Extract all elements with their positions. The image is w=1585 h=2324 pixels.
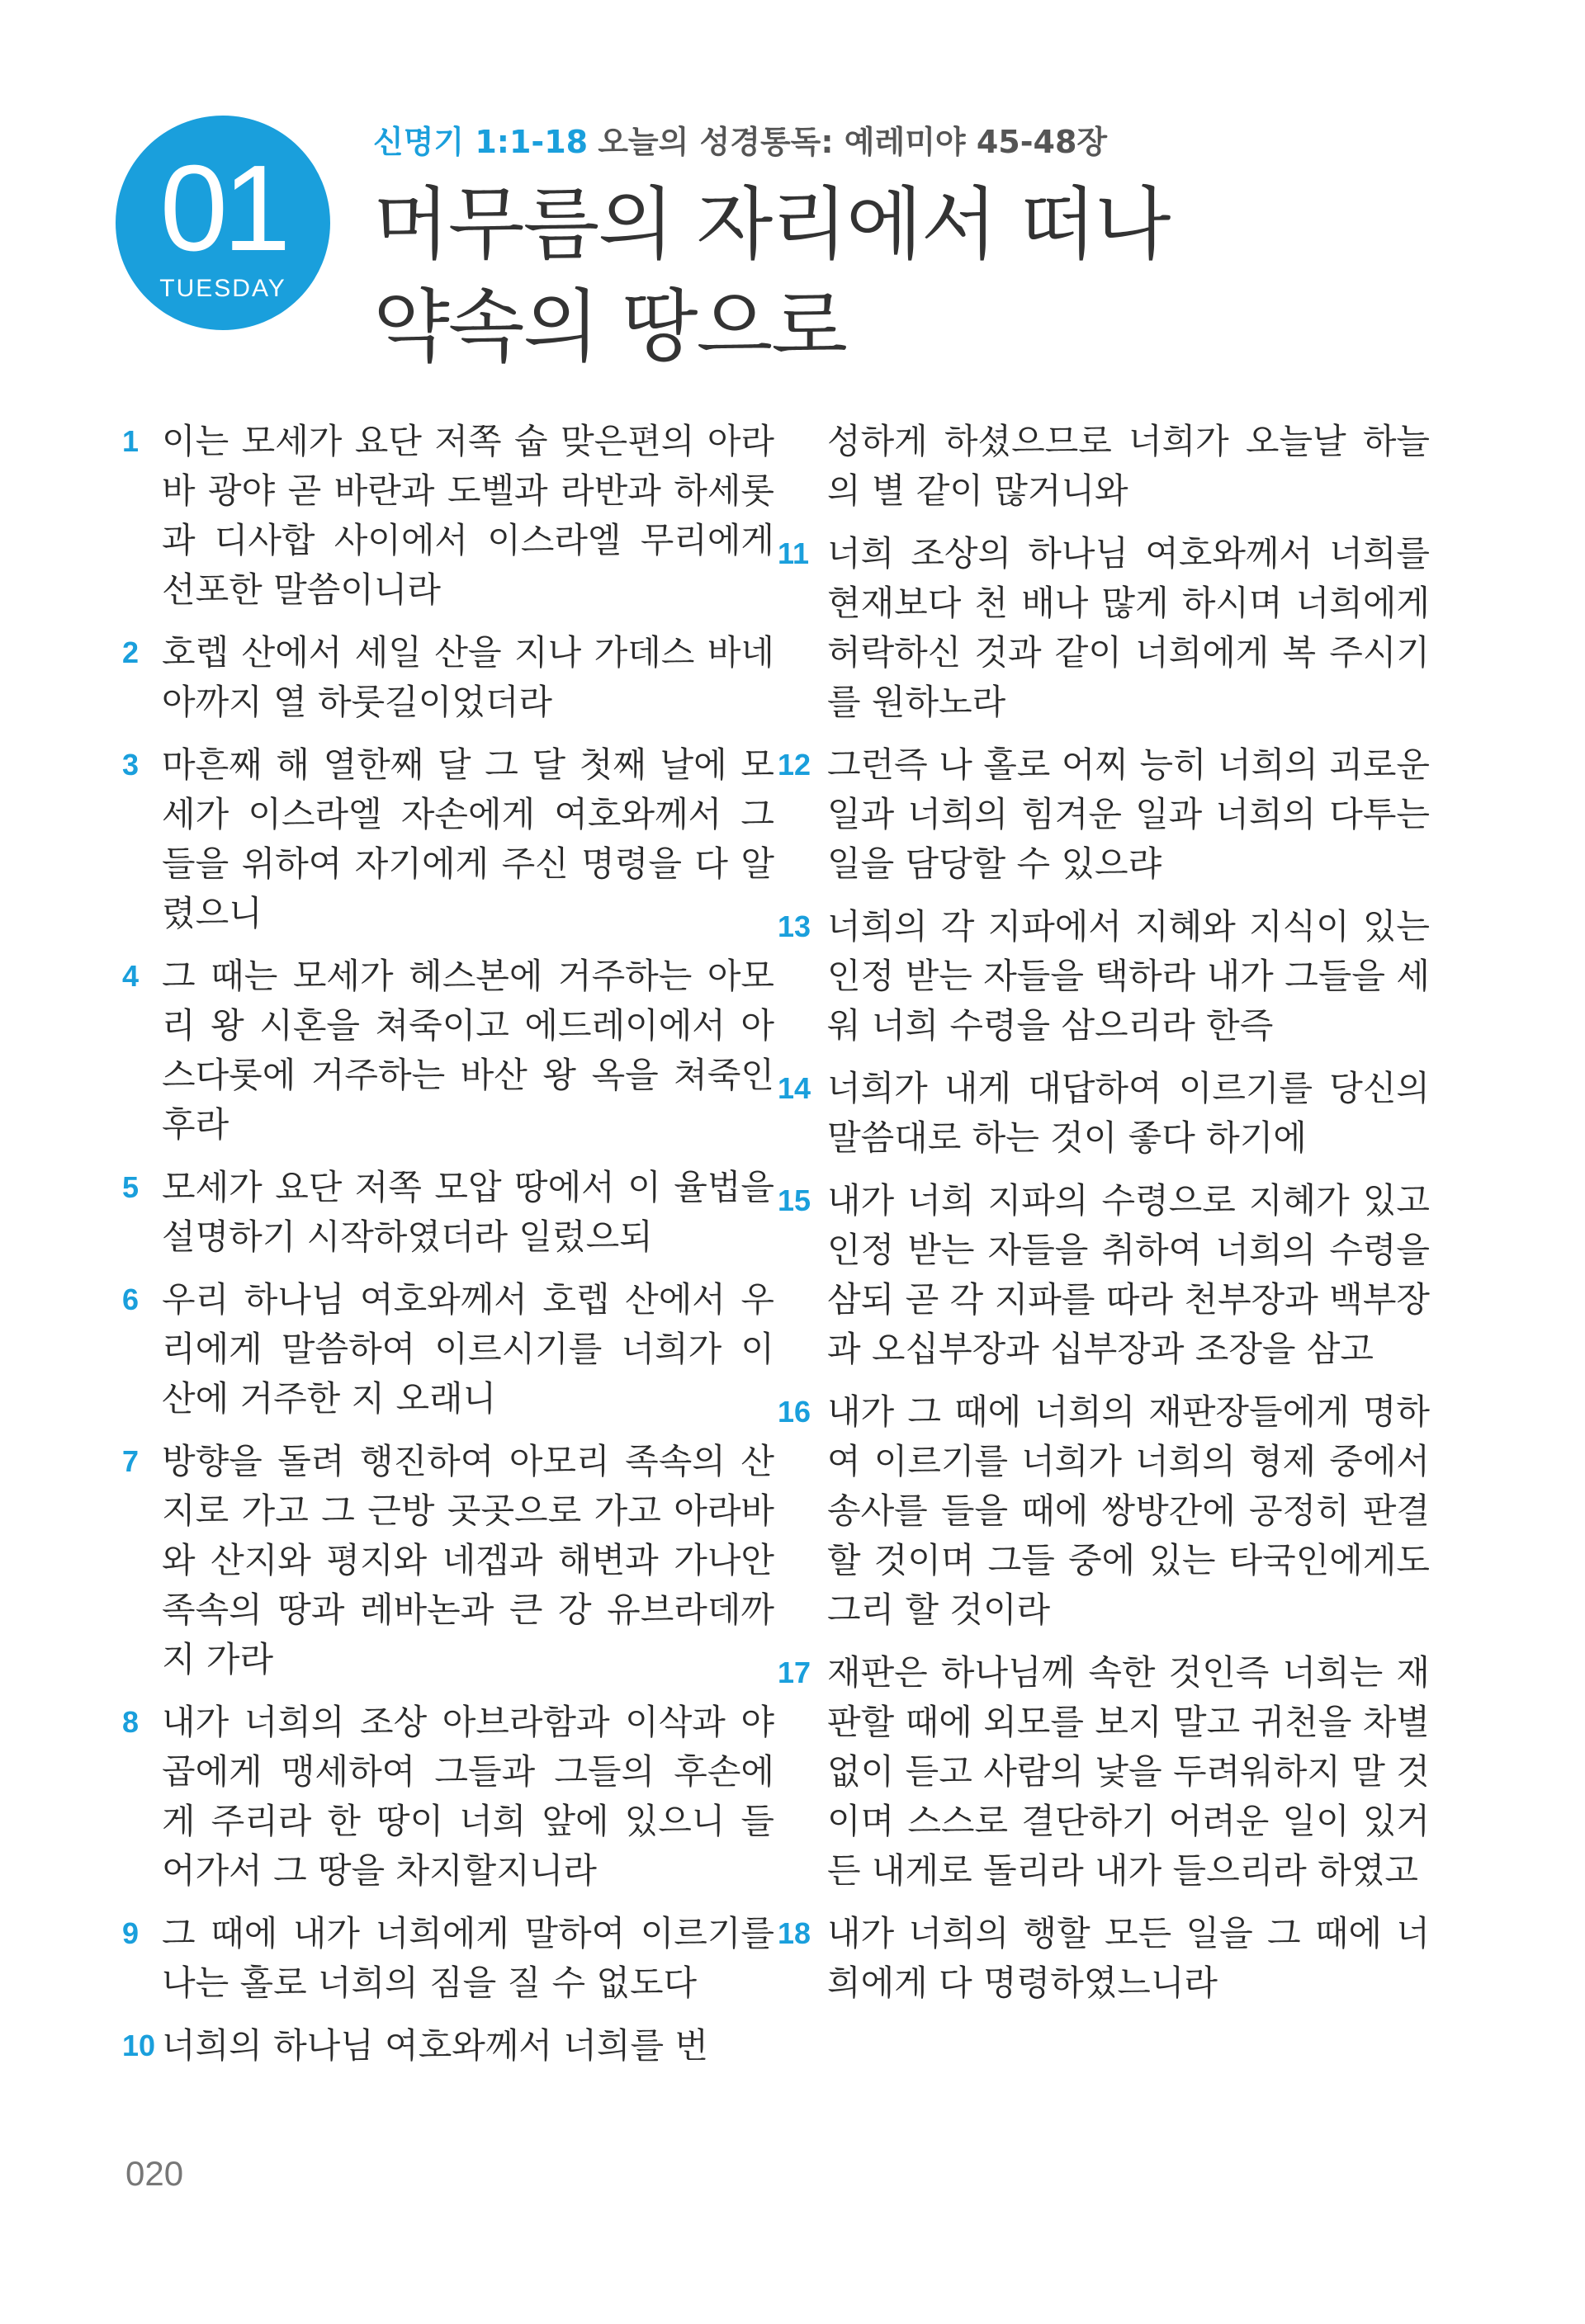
verse-text: 내가 너희의 행할 모든 일을 그 때에 너희에게 다 명령하였느니라 (827, 1913, 1430, 2003)
verse (122, 1275, 774, 1424)
verse-number: 11 (778, 536, 810, 570)
verse (122, 1163, 774, 1262)
verse-number: 14 (778, 1071, 811, 1105)
verse (122, 1437, 774, 1684)
verse-text: 그 때는 모세가 헤스본에 거주하는 아모리 왕 시혼을 쳐죽이고 에드레이에서 아스다롯에 거주하는 바산 왕 옥을 쳐죽인 후라 (162, 956, 774, 1145)
verse-text: 내가 너희 지파의 수령으로 지혜가 있고 인정 받는 자들을 취하여 너희의 수령을 삼되 곧 각 지파를 따라 천부장과 백부장과 오십부장과 십부장과 조장을 삼고 (827, 1180, 1430, 1369)
verse-number: 3 (122, 748, 140, 782)
title-line-1: 머무름의 자리에서 떠나 (373, 177, 1170, 271)
verse-number: 10 (122, 2029, 156, 2062)
verse (778, 902, 1430, 1051)
verse (122, 417, 774, 615)
page-title (373, 173, 1496, 378)
verse-text: 재판은 하나님께 속한 것인즉 너희는 재판할 때에 외모를 보지 말고 귀천을 차별 없이 듣고 사람의 낯을 두려워하지 말 것이며 스스로 결단하기 어려운 일이 있거든 내게로 돌리라 내가 들으리라 하였고 (827, 1652, 1430, 1891)
scripture-reference (373, 124, 1496, 162)
day-badge (116, 116, 330, 330)
verse-text: 이는 모세가 요단 저쪽 숩 맞은편의 아라바 광야 곧 바란과 도벨과 라반과 하세롯과 디사합 사이에서 이스라엘 무리에게 선포한 말씀이니라 (162, 421, 774, 610)
verse-text: 모세가 요단 저쪽 모압 땅에서 이 율법을 설명하기 시작하였더라 일렀으되 (162, 1167, 774, 1257)
reading-plan: 오늘의 성경통독: 예레미야 45-48장 (598, 124, 1108, 160)
verse-text: 너희의 하나님 여호와께서 너희를 번 (162, 2025, 708, 2066)
verse (122, 952, 774, 1150)
verse (122, 1698, 774, 1896)
verse (122, 628, 774, 727)
verse-text: 방향을 돌려 행진하여 아모리 족속의 산지로 가고 그 근방 곳곳으로 가고 아라바와 산지와 평지와 네겝과 해변과 가나안 족속의 땅과 레바논과 큰 강 유브라데까지 가라 (162, 1441, 774, 1679)
verse-number: 8 (122, 1705, 140, 1739)
verse (778, 1387, 1430, 1635)
verse-text: 너희의 각 지파에서 지혜와 지식이 있는 인정 받는 자들을 택하라 내가 그들을 세워 너희 수령을 삼으리라 한즉 (827, 906, 1430, 1046)
verse-number: 12 (778, 748, 811, 782)
verse (122, 740, 774, 938)
verse-number: 16 (778, 1395, 811, 1429)
verse-text: 너희가 내게 대답하여 이르기를 당신의 말씀대로 하는 것이 좋다 하기에 (827, 1068, 1430, 1158)
verse-number: 6 (122, 1282, 140, 1316)
verse-number: 4 (122, 959, 140, 993)
verse-text: 우리 하나님 여호와께서 호렙 산에서 우리에게 말씀하여 이르시기를 너희가 이 산에 거주한 지 오래니 (162, 1279, 774, 1419)
verse-number: 1 (122, 424, 140, 458)
verse-text: 내가 너희의 조상 아브라함과 이삭과 야곱에게 맹세하여 그들과 그들의 후손에게 주리라 한 땅이 너희 앞에 있으니 들어가서 그 땅을 차지할지니라 (162, 1702, 774, 1891)
verse (122, 1909, 774, 2008)
verse-text: 호렙 산에서 세일 산을 지나 가데스 바네아까지 열 하룻길이었더라 (162, 632, 774, 722)
page-header (373, 124, 1496, 378)
left-column (122, 417, 774, 2084)
day-number: 01 (159, 140, 286, 276)
verse (778, 1064, 1430, 1163)
verse (122, 2021, 774, 2071)
title-line-2: 약속의 땅으로 (373, 280, 846, 373)
verse-text: 내가 그 때에 너희의 재판장들에게 명하여 이르기를 너희가 너희의 형제 중에서 송사를 들을 때에 쌍방간에 공정히 판결할 것이며 그들 중에 있는 타국인에게도 그리 할 것이라 (827, 1391, 1430, 1630)
verse-number: 18 (778, 1916, 811, 1950)
passage-reference: 신명기 1:1-18 (373, 124, 589, 160)
verse-number: 13 (778, 909, 811, 943)
verse-text: 마흔째 해 열한째 달 그 달 첫째 날에 모세가 이스라엘 자손에게 여호와께서 그들을 위하여 자기에게 주신 명령을 다 알렸으니 (162, 744, 774, 933)
verse-text: 그런즉 나 홀로 어찌 능히 너희의 괴로운 일과 너희의 힘겨운 일과 너희의 다투는 일을 담당할 수 있으랴 (827, 744, 1430, 884)
verse-number: 7 (122, 1444, 140, 1478)
verse (778, 529, 1430, 727)
verse (778, 1176, 1430, 1374)
right-column (778, 417, 1430, 2021)
verse-number: 17 (778, 1656, 811, 1689)
weekday-label: TUESDAY (159, 275, 286, 302)
verse (778, 1648, 1430, 1896)
verse-number: 15 (778, 1183, 811, 1217)
verse (778, 1909, 1430, 2008)
verse-text: 너희 조상의 하나님 여호와께서 너희를 현재보다 천 배나 많게 하시며 너희에게 허락하신 것과 같이 너희에게 복 주시기를 원하노라 (827, 533, 1430, 722)
verse-number: 5 (122, 1170, 140, 1204)
verse-number: 9 (122, 1916, 140, 1950)
verse (778, 740, 1430, 889)
page-number: 020 (125, 2154, 184, 2193)
verse-number: 2 (122, 635, 140, 669)
verse-continuation: 성하게 하셨으므로 너희가 오늘날 하늘의 별 같이 많거니와 (827, 421, 1430, 511)
verse-text: 그 때에 내가 너희에게 말하여 이르기를 나는 홀로 너희의 짐을 질 수 없도다 (162, 1913, 774, 2003)
